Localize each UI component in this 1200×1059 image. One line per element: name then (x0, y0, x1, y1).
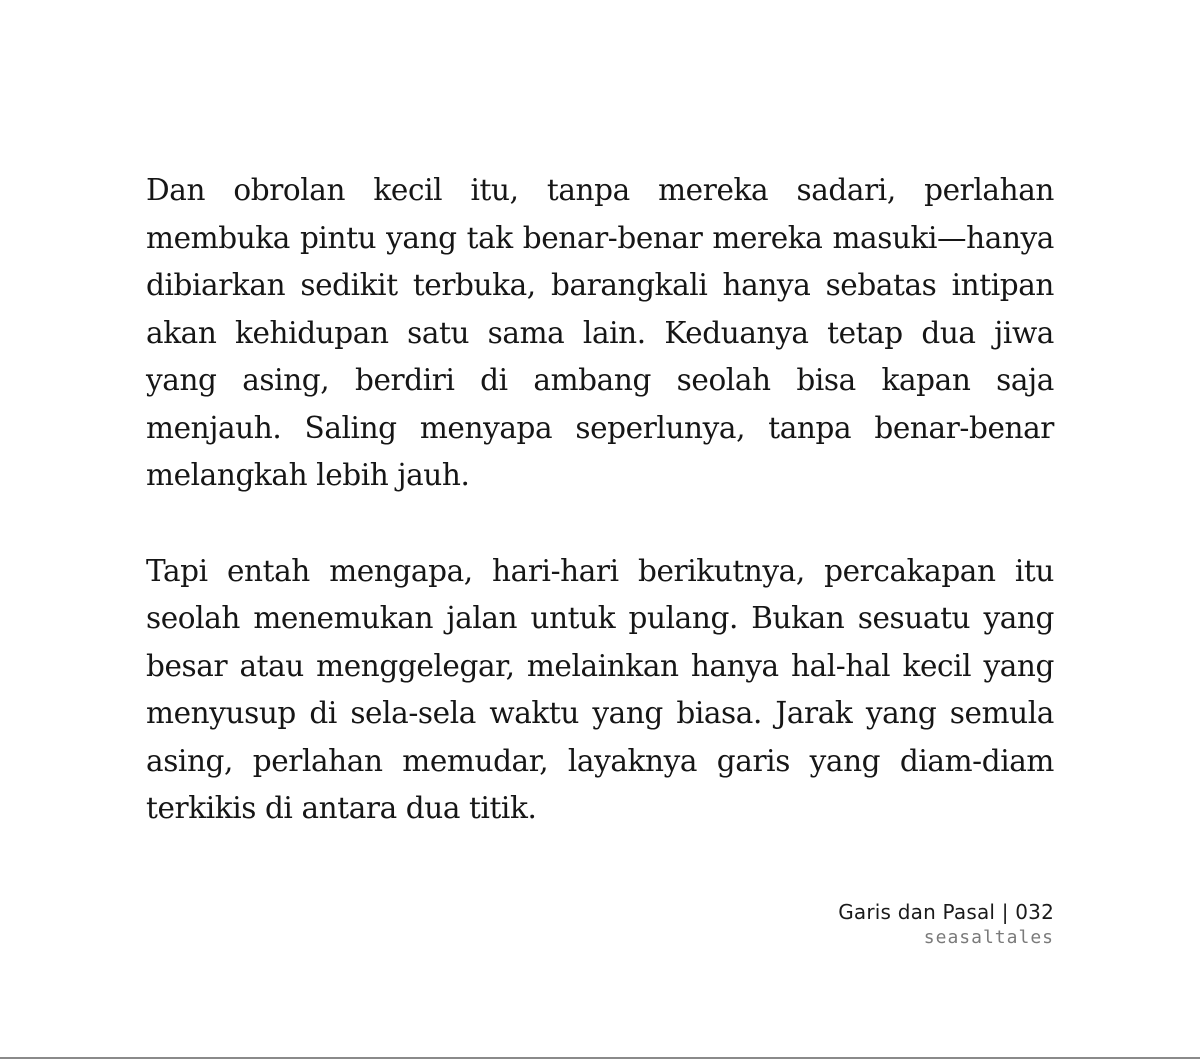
paragraph-1: Dan obrolan kecil itu, tanpa mereka sadari, perlahan membuka pintu yang tak benar-benar mereka masuki—hanya dibiarkan sedikit terbuka, barangkali hanya sebatas intipan akan kehidupan satu sama lain. Keduanya tetap dua jiwa yang asing, berdiri di ambang seolah bisa kapan saja menjauh. Saling menyapa seperlunya, tanpa benar-benar melangkah lebih jauh. (146, 173, 1054, 492)
paragraph-2: Tapi entah mengapa, hari-hari berikutnya, percakapan itu seolah menemukan jalan untuk pulang. Bukan sesuatu yang besar atau menggelegar, melainkan hanya hal-hal kecil yang menyusup di sela-sela waktu yang biasa. Jarak yang semula asing, perlahan memudar, layaknya garis yang diam-diam terkikis di antara dua titik. (146, 553, 1054, 825)
author-handle: seasaltales (923, 927, 1054, 948)
story-body (146, 167, 1054, 833)
chapter-title: Garis dan Pasal | 032 (838, 900, 1054, 924)
page-footer (838, 898, 1054, 950)
